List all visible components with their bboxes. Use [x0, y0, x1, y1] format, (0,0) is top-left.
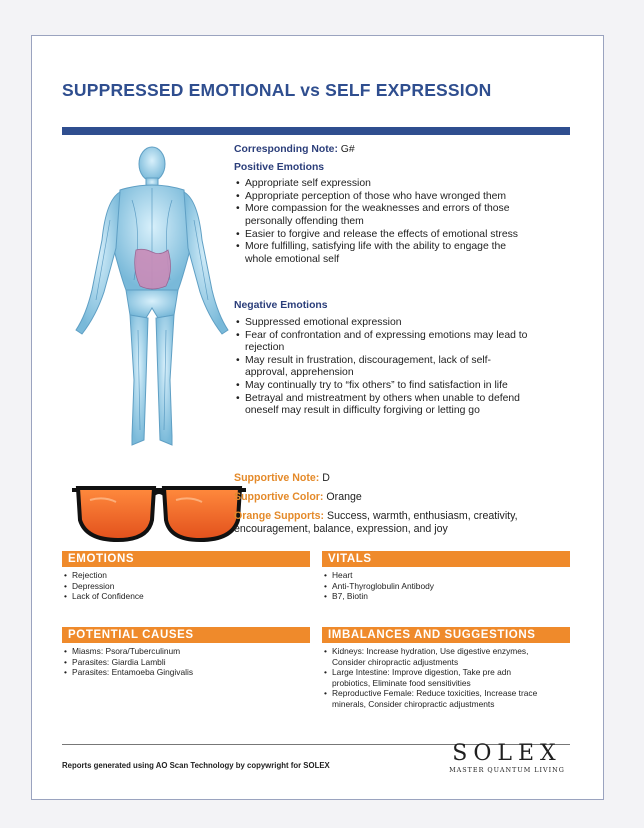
list-item: • Miasms: Psora/Tuberculinum	[72, 646, 310, 657]
logo-tagline: MASTER QUANTUM LIVING	[449, 766, 565, 774]
negative-emotions-heading: Negative Emotions	[234, 300, 328, 312]
list-item: • Easier to forgive and release the effects of emotional stress	[245, 229, 574, 242]
human-body-illustration	[62, 140, 242, 460]
list-item: • Large Intestine: Improve digestion, Take pre adn probiotics, Eliminate food sensitivities	[332, 667, 570, 688]
list-item: • May result in frustration, discouragement, lack of self- approval, apprehension	[245, 355, 574, 380]
list-item: • Betrayal and mistreatment by others when unable to defend oneself may result in difficulty forgiving or letting go	[245, 393, 574, 418]
list-item: • Heart	[332, 570, 570, 581]
page-title: SUPPRESSED EMOTIONAL vs SELF EXPRESSION	[62, 80, 492, 100]
logo-wordmark: SOLEX	[452, 741, 562, 766]
title-underline	[62, 127, 570, 135]
list-item: • Reproductive Female: Reduce toxicities, Increase trace minerals, Consider chiropractic adjustments	[332, 688, 570, 709]
list-item: • More compassion for the weaknesses and errors of those personally offending them	[245, 203, 574, 228]
list-item: • Rejection	[72, 570, 310, 581]
positive-emotions-heading: Positive Emotions	[234, 161, 325, 173]
list-item: • Kidneys: Increase hydration, Use digestive enzymes, Consider chiropractic adjustments	[332, 646, 570, 667]
imbalances-box	[322, 627, 570, 710]
emotions-list	[62, 570, 310, 602]
footer-text: Reports generated using AO Scan Technology by copywright for SOLEX	[62, 761, 330, 770]
negative-emotions-list	[234, 317, 574, 418]
emotions-header: EMOTIONS	[62, 551, 310, 567]
positive-emotions-list	[234, 178, 574, 266]
list-item: • B7, Biotin	[332, 591, 570, 602]
potential-causes-list	[62, 646, 310, 678]
vitals-box	[322, 551, 570, 602]
orange-supports: Orange Supports: Success, warmth, enthusiasm, creativity, encouragement, balance, expression, and joy	[234, 510, 518, 535]
list-item: • More fulfilling, satisfying life with the ability to engage the whole emotional self	[245, 241, 574, 266]
supportive-color: Supportive Color: Orange	[234, 491, 362, 503]
list-item: • Anti-Thyroglobulin Antibody	[332, 581, 570, 592]
solex-logo	[444, 742, 570, 782]
vitals-header: VITALS	[322, 551, 570, 567]
orange-glasses-illustration	[70, 476, 248, 546]
list-item: • Fear of confrontation and of expressing emotions may lead to rejection	[245, 330, 574, 355]
potential-causes-header: POTENTIAL CAUSES	[62, 627, 310, 643]
imbalances-header: IMBALANCES AND SUGGESTIONS	[322, 627, 570, 643]
potential-causes-box	[62, 627, 310, 678]
list-item: • Lack of Confidence	[72, 591, 310, 602]
emotions-box	[62, 551, 310, 602]
supportive-note: Supportive Note: D	[234, 472, 330, 484]
imbalances-list	[322, 646, 570, 710]
report-page	[31, 35, 604, 800]
notes-column	[234, 144, 574, 418]
list-item: • Parasites: Entamoeba Gingivalis	[72, 667, 310, 678]
list-item: • Suppressed emotional expression	[245, 317, 574, 330]
supportive-info	[234, 472, 574, 542]
list-item: • Depression	[72, 581, 310, 592]
vitals-list	[322, 570, 570, 602]
list-item: • Appropriate self expression	[245, 178, 574, 191]
list-item: • Appropriate perception of those who have wronged them	[245, 191, 574, 204]
corresponding-note: Corresponding Note: G#	[234, 144, 355, 155]
list-item: • Parasites: Giardia Lambli	[72, 657, 310, 668]
list-item: • May continually try to “fix others” to find satisfaction in life	[245, 380, 574, 393]
